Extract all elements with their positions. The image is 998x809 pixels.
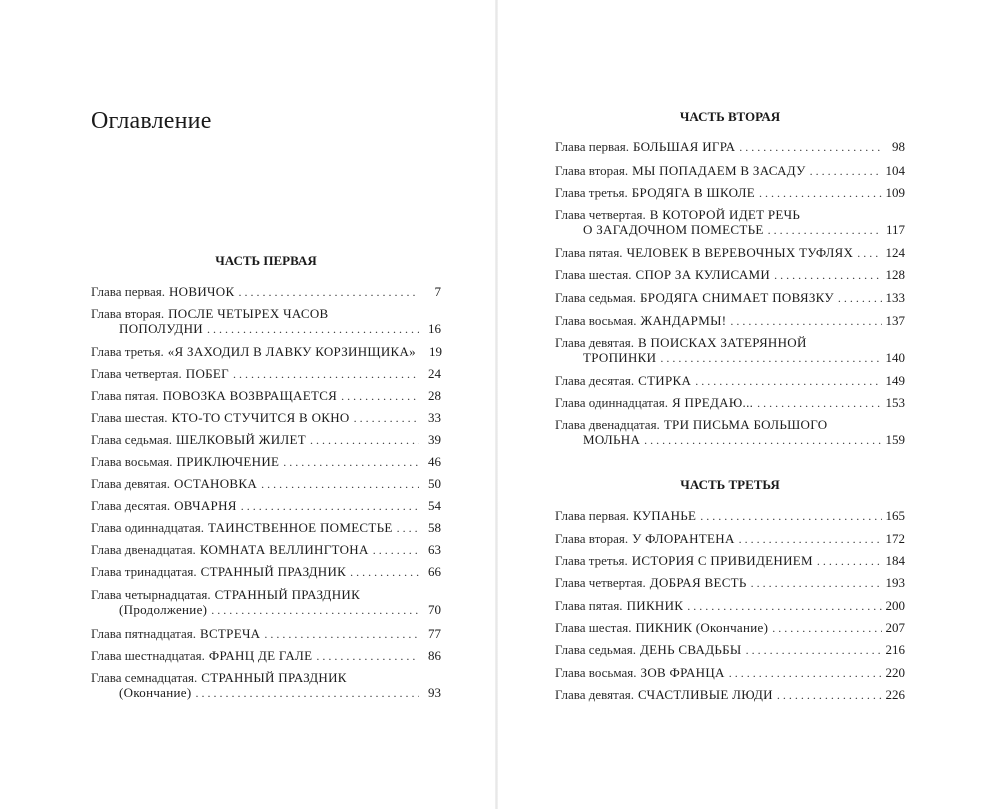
chapter-title-continued: О ЗАГАДОЧНОМ ПОМЕСТЬЕ	[583, 222, 764, 237]
page-number: 207	[885, 620, 905, 635]
chapter-number: Глава третья.	[555, 553, 628, 568]
toc-entry-line	[555, 163, 905, 178]
dot-leader	[261, 477, 419, 492]
toc-entry-line	[91, 344, 441, 359]
toc-entry[interactable]	[91, 648, 441, 663]
toc-entry-line	[91, 410, 441, 425]
dot-leader	[768, 223, 882, 238]
page-number: 200	[885, 598, 905, 613]
chapter-title: В КОТОРОЙ ИДЕТ РЕЧЬ	[649, 207, 801, 222]
chapter-title: БОЛЬШАЯ ИГРА	[632, 139, 736, 154]
toc-entry[interactable]	[555, 620, 905, 635]
toc-entry-line	[91, 476, 441, 491]
toc-entry-line	[91, 626, 441, 641]
toc-entry-line	[555, 290, 905, 305]
page-number: 216	[885, 642, 905, 657]
chapter-title: НОВИЧОК	[168, 284, 235, 299]
dot-leader	[233, 367, 419, 382]
toc-entry-line	[91, 366, 441, 381]
toc-entry-line-2	[555, 432, 905, 447]
chapter-title-continued: ПОПОЛУДНИ	[119, 321, 203, 336]
chapter-title: ОВЧАРНЯ	[174, 498, 237, 513]
chapter-number: Глава восьмая.	[555, 665, 637, 680]
toc-entry-line	[555, 185, 905, 200]
dot-leader	[211, 603, 419, 618]
page-number: 133	[885, 290, 905, 305]
toc-entry[interactable]	[555, 245, 905, 260]
chapter-title: ВСТРЕЧА	[199, 626, 261, 641]
chapter-number: Глава первая.	[555, 508, 629, 523]
page-number: 109	[885, 185, 905, 200]
toc-entry-line	[91, 648, 441, 663]
chapter-title: БРОДЯГА СНИМАЕТ ПОВЯЗКУ	[640, 290, 834, 305]
chapter-title: ТАИНСТВЕННОЕ ПОМЕСТЬЕ	[208, 520, 393, 535]
toc-entry[interactable]	[555, 335, 905, 365]
chapter-number: Глава восьмая.	[91, 454, 173, 469]
chapter-title: ПРИКЛЮЧЕНИЕ	[176, 454, 280, 469]
left-page	[0, 0, 496, 809]
toc-entry[interactable]	[555, 139, 905, 154]
chapter-number: Глава первая.	[91, 284, 165, 299]
dot-leader	[341, 389, 419, 404]
chapter-number: Глава вторая.	[91, 306, 165, 321]
chapter-title: ПИКНИК	[626, 598, 684, 613]
dot-leader	[283, 455, 419, 470]
chapter-title: КТО-ТО СТУЧИТСЯ В ОКНО	[171, 410, 350, 425]
toc-entry-line	[91, 498, 441, 513]
part-two-title: ЧАСТЬ ВТОРАЯ	[679, 109, 781, 124]
dot-leader	[817, 554, 882, 569]
dot-leader	[746, 643, 882, 658]
page-number: 39	[428, 432, 441, 447]
chapter-title: ШЕЛКОВЫЙ ЖИЛЕТ	[176, 432, 307, 447]
toc-entry-line	[555, 598, 905, 613]
page-number: 184	[885, 553, 905, 568]
toc-entry-line	[555, 207, 905, 222]
toc-entry[interactable]	[91, 476, 441, 491]
toc-entry-line-2	[555, 222, 905, 237]
chapter-number: Глава шестнадцатая.	[91, 648, 205, 663]
toc-entry[interactable]	[555, 417, 905, 447]
dot-leader	[660, 351, 881, 366]
page-number: 137	[885, 313, 905, 328]
page-number: 28	[428, 388, 441, 403]
chapter-number: Глава десятая.	[555, 373, 635, 388]
chapter-number: Глава девятая.	[555, 687, 634, 702]
page-number: 117	[885, 222, 905, 237]
page-number: 86	[428, 648, 441, 663]
dot-leader	[310, 433, 419, 448]
chapter-title: ОСТАНОВКА	[173, 476, 258, 491]
chapter-number: Глава пятнадцатая.	[91, 626, 196, 641]
dot-leader	[810, 164, 882, 179]
chapter-title-continued: (Продолжение)	[119, 602, 208, 617]
chapter-title: МЫ ПОПАДАЕМ В ЗАСАДУ	[632, 163, 806, 178]
chapter-number: Глава восьмая.	[555, 313, 637, 328]
chapter-number: Глава девятая.	[91, 476, 170, 491]
chapter-number: Глава двенадцатая.	[555, 417, 660, 432]
toc-entry[interactable]	[91, 388, 441, 403]
chapter-title-continued: (Окончание)	[119, 685, 192, 700]
toc-entry-line	[555, 267, 905, 282]
page-number: 50	[428, 476, 441, 491]
chapter-title: СЧАСТЛИВЫЕ ЛЮДИ	[637, 687, 773, 702]
page-number: 66	[428, 564, 441, 579]
chapter-number: Глава десятая.	[91, 498, 171, 513]
page-number: 193	[885, 575, 905, 590]
dot-leader	[857, 246, 881, 261]
chapter-title: ТРИ ПИСЬМА БОЛЬШОГО	[663, 417, 828, 432]
toc-entry[interactable]	[555, 267, 905, 282]
page-number: 153	[885, 395, 905, 410]
page-number: 46	[428, 454, 441, 469]
toc-entry[interactable]	[91, 626, 441, 641]
chapter-number: Глава седьмая.	[555, 642, 636, 657]
toc-entry-line-2	[91, 602, 441, 617]
toc-entry-line	[555, 417, 905, 432]
dot-leader	[729, 666, 882, 681]
dot-leader	[207, 322, 419, 337]
toc-entry-line	[91, 520, 441, 535]
page-number: 220	[885, 665, 905, 680]
page-number: 24	[428, 366, 441, 381]
chapter-number: Глава пятая.	[555, 598, 623, 613]
page-number: 98	[892, 139, 905, 154]
toc-entry[interactable]	[555, 395, 905, 410]
dot-leader	[695, 374, 881, 389]
chapter-title-continued: МОЛЬНА	[583, 432, 641, 447]
chapter-title: ПИКНИК (Окончание)	[635, 620, 769, 635]
chapter-title: ИСТОРИЯ С ПРИВИДЕНИЕМ	[631, 553, 813, 568]
dot-leader	[751, 576, 882, 591]
toc-entry-line	[91, 432, 441, 447]
chapter-title: ДЕНЬ СВАДЬБЫ	[640, 642, 742, 657]
chapter-title: В ПОИСКАХ ЗАТЕРЯННОЙ	[637, 335, 807, 350]
toc-entry[interactable]	[555, 598, 905, 613]
toc-entry-line	[91, 542, 441, 557]
toc-entry-line	[555, 139, 905, 154]
chapter-title: КУПАНЬЕ	[632, 508, 697, 523]
chapter-number: Глава вторая.	[555, 163, 629, 178]
toc-entry[interactable]	[555, 531, 905, 546]
chapter-title: Я ПРЕДАЮ...	[672, 395, 754, 410]
toc-entry[interactable]	[555, 373, 905, 388]
toc-entry[interactable]	[555, 665, 905, 680]
chapter-number: Глава тринадцатая.	[91, 564, 197, 579]
page-number: 7	[434, 284, 441, 299]
dot-leader	[354, 411, 419, 426]
toc-entry-line	[91, 388, 441, 403]
chapter-number: Глава одиннадцатая.	[555, 395, 669, 410]
toc-entry-line	[91, 587, 441, 602]
toc-entry[interactable]	[91, 564, 441, 579]
chapter-title: СТРАННЫЙ ПРАЗДНИК	[200, 564, 347, 579]
dot-leader	[772, 621, 881, 636]
page-number: 165	[885, 508, 905, 523]
dot-leader	[316, 649, 419, 664]
dot-leader	[777, 688, 882, 703]
toc-entry-line	[555, 642, 905, 657]
chapter-title: СТРАННЫЙ ПРАЗДНИК	[214, 587, 361, 602]
toc-entry[interactable]	[91, 306, 441, 336]
toc-entry[interactable]	[91, 498, 441, 513]
chapter-number: Глава первая.	[555, 139, 629, 154]
toc-entry[interactable]	[91, 542, 441, 557]
page-number: 149	[885, 373, 905, 388]
chapter-title: У ФЛОРАНТЕНА	[632, 531, 735, 546]
chapter-number: Глава четвертая.	[555, 575, 646, 590]
toc-entry-line	[91, 306, 441, 321]
toc-entry[interactable]	[555, 207, 905, 237]
chapter-number: Глава семнадцатая.	[91, 670, 198, 685]
toc-entry[interactable]	[555, 575, 905, 590]
chapter-title: СТРАННЫЙ ПРАЗДНИК	[201, 670, 347, 685]
page-number: 19	[428, 344, 442, 359]
toc-entry-line	[91, 454, 441, 469]
toc-entry-line	[555, 395, 905, 410]
chapter-number: Глава пятая.	[555, 245, 623, 260]
toc-entry[interactable]	[91, 284, 441, 299]
toc-entry[interactable]	[555, 687, 905, 702]
dot-leader	[238, 285, 419, 300]
chapter-number: Глава четвертая.	[91, 366, 182, 381]
chapter-title: БРОДЯГА В ШКОЛЕ	[631, 185, 755, 200]
page-number: 124	[885, 245, 905, 260]
chapter-number: Глава пятая.	[91, 388, 159, 403]
chapter-number: Глава девятая.	[555, 335, 634, 350]
page-number: 70	[428, 602, 441, 617]
toc-entry[interactable]	[555, 508, 905, 523]
page-number: 63	[428, 542, 441, 557]
chapter-number: Глава шестая.	[555, 267, 632, 282]
toc-entry-line	[555, 245, 905, 260]
toc-entry-line	[555, 313, 905, 328]
chapter-number: Глава вторая.	[555, 531, 629, 546]
toc-entry-line	[555, 508, 905, 523]
chapter-number: Глава шестая.	[555, 620, 632, 635]
dot-leader	[739, 140, 883, 155]
page-number: 16	[428, 321, 441, 336]
chapter-title: ФРАНЦ ДЕ ГАЛЕ	[208, 648, 313, 663]
toc-entry[interactable]	[91, 587, 441, 617]
chapter-number: Глава четырнадцатая.	[91, 587, 211, 602]
dot-leader	[195, 686, 419, 701]
toc-entry-line	[555, 687, 905, 702]
chapter-number: Глава седьмая.	[555, 290, 636, 305]
chapter-number: Глава третья.	[91, 344, 164, 359]
toc-entry-line-2	[91, 321, 441, 336]
toc-entry-line	[555, 373, 905, 388]
dot-leader	[757, 396, 881, 411]
page-number: 159	[885, 432, 905, 447]
dot-leader	[687, 599, 881, 614]
dot-leader	[397, 521, 419, 536]
toc-entry[interactable]	[91, 520, 441, 535]
dot-leader	[838, 291, 882, 306]
chapter-number: Глава одиннадцатая.	[91, 520, 205, 535]
dot-leader	[264, 627, 419, 642]
toc-entry-line	[555, 620, 905, 635]
toc-entry[interactable]	[91, 344, 441, 359]
dot-leader	[700, 509, 881, 524]
toc-entry-line	[555, 531, 905, 546]
page-number: 140	[885, 350, 905, 365]
chapter-title: ДОБРАЯ ВЕСТЬ	[649, 575, 747, 590]
chapter-title-continued: ТРОПИНКИ	[583, 350, 657, 365]
chapter-title: ПОВОЗКА ВОЗВРАЩАЕТСЯ	[162, 388, 338, 403]
page-title: Оглавление	[91, 108, 212, 134]
part-three-title: ЧАСТЬ ТРЕТЬЯ	[680, 477, 780, 492]
toc-entry[interactable]	[91, 366, 441, 381]
chapter-number: Глава седьмая.	[91, 432, 172, 447]
chapter-number: Глава шестая.	[91, 410, 168, 425]
chapter-title: СПОР ЗА КУЛИСАМИ	[635, 267, 771, 282]
chapter-title: ЧЕЛОВЕК В ВЕРЕВОЧНЫХ ТУФЛЯХ	[626, 245, 854, 260]
page-number: 226	[885, 687, 905, 702]
toc-entry-line	[555, 553, 905, 568]
toc-entry[interactable]	[555, 553, 905, 568]
page-number: 33	[428, 410, 441, 425]
chapter-title: «Я ЗАХОДИЛ В ЛАВКУ КОРЗИНЩИКА»	[167, 344, 416, 359]
toc-entry[interactable]	[91, 454, 441, 469]
toc-entry-line-2	[555, 350, 905, 365]
part-one-title: ЧАСТЬ ПЕРВАЯ	[215, 253, 317, 268]
toc-entry-line	[91, 284, 441, 299]
dot-leader	[730, 314, 881, 329]
dot-leader	[759, 186, 882, 201]
toc-entry[interactable]	[91, 410, 441, 425]
toc-entry-line-2	[91, 685, 441, 700]
chapter-title: ЖАНДАРМЫ!	[640, 313, 727, 328]
chapter-title: ПОБЕГ	[185, 366, 229, 381]
toc-entry[interactable]	[555, 185, 905, 200]
page-number: 54	[428, 498, 441, 513]
chapter-number: Глава четвертая.	[555, 207, 646, 222]
chapter-title: ПОСЛЕ ЧЕТЫРЕХ ЧАСОВ	[168, 306, 329, 321]
toc-entry[interactable]	[555, 313, 905, 328]
page-number: 58	[428, 520, 441, 535]
chapter-number: Глава третья.	[555, 185, 628, 200]
page-number: 172	[885, 531, 905, 546]
dot-leader	[241, 499, 419, 514]
dot-leader	[739, 532, 882, 547]
chapter-number: Глава двенадцатая.	[91, 542, 196, 557]
dot-leader	[774, 268, 881, 283]
toc-entry-line	[555, 665, 905, 680]
toc-entry-line	[555, 335, 905, 350]
toc-entry[interactable]	[555, 163, 905, 178]
toc-entry[interactable]	[91, 670, 441, 700]
dot-leader	[644, 433, 881, 448]
chapter-title: ЗОВ ФРАНЦА	[640, 665, 725, 680]
toc-entry[interactable]	[555, 642, 905, 657]
dot-leader	[350, 565, 419, 580]
toc-entry-line	[91, 670, 441, 685]
toc-entry[interactable]	[555, 290, 905, 305]
page-number: 128	[885, 267, 905, 282]
page-number: 104	[885, 163, 905, 178]
dot-leader	[373, 543, 419, 558]
page-number: 93	[428, 685, 441, 700]
toc-entry[interactable]	[91, 432, 441, 447]
toc-entry-line	[555, 575, 905, 590]
toc-entry-line	[91, 564, 441, 579]
chapter-title: СТИРКА	[638, 373, 692, 388]
chapter-title: КОМНАТА ВЕЛЛИНГТОНА	[199, 542, 369, 557]
page-number: 77	[428, 626, 441, 641]
